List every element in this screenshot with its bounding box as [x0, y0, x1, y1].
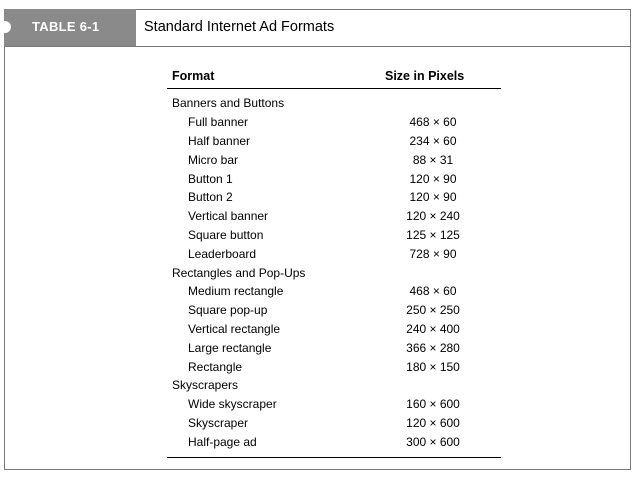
table-row — [167, 282, 501, 301]
table-number-tab — [4, 9, 136, 46]
table-title: Standard Internet Ad Formats — [144, 19, 335, 35]
column-header-format: Format — [167, 64, 385, 89]
format-cell: Square button — [188, 227, 264, 242]
table-row — [167, 338, 501, 357]
format-cell: Large rectangle — [188, 340, 272, 355]
size-cell: 300 × 600 — [385, 432, 501, 457]
size-cell: 240 × 400 — [406, 321, 460, 336]
group-row — [167, 263, 501, 282]
tab-notch-shape — [0, 21, 11, 33]
size-cell: 234 × 60 — [409, 133, 457, 148]
table-row — [167, 414, 501, 433]
size-cell: 366 × 280 — [406, 340, 460, 355]
group-label-skyscrapers: Skyscrapers — [172, 378, 239, 393]
size-cell: 120 × 240 — [406, 209, 460, 224]
format-cell: Full banner — [188, 115, 249, 130]
table-row — [167, 113, 501, 132]
column-header-size: Size in Pixels — [385, 64, 501, 89]
format-cell: Leaderboard — [188, 246, 257, 261]
group-label-banners-and-buttons: Banners and Buttons — [172, 96, 285, 111]
table-row — [167, 169, 501, 188]
size-cell: 468 × 60 — [409, 115, 457, 130]
size-cell: 160 × 600 — [406, 397, 460, 412]
format-cell: Half-page ad — [167, 432, 385, 457]
format-cell: Micro bar — [188, 152, 239, 167]
table-row — [167, 320, 501, 339]
table-frame — [4, 9, 631, 470]
size-cell: 180 × 150 — [406, 359, 460, 374]
size-cell: 468 × 60 — [409, 284, 457, 299]
format-cell: Square pop-up — [188, 303, 268, 318]
table-row — [167, 226, 501, 245]
group-label-rectangles-and-pop-ups: Rectangles and Pop-Ups — [172, 265, 306, 280]
size-cell: 728 × 90 — [409, 246, 457, 261]
table-header-row — [167, 64, 501, 89]
table-row — [167, 357, 501, 376]
format-cell: Button 1 — [188, 171, 233, 186]
ad-formats-table — [167, 64, 501, 458]
group-row — [167, 89, 501, 113]
table-header-bar — [5, 10, 630, 47]
format-cell: Rectangle — [188, 359, 243, 374]
format-cell: Medium rectangle — [188, 284, 284, 299]
format-cell: Skyscraper — [188, 415, 249, 430]
size-cell: 250 × 250 — [406, 303, 460, 318]
format-cell: Vertical banner — [188, 209, 269, 224]
format-cell: Half banner — [188, 133, 251, 148]
table-row — [167, 301, 501, 320]
format-cell: Button 2 — [188, 190, 233, 205]
size-cell: 125 × 125 — [406, 227, 460, 242]
table-row — [167, 150, 501, 169]
table-row — [167, 132, 501, 151]
table-row — [167, 395, 501, 414]
size-cell: 88 × 31 — [412, 152, 454, 167]
table-row — [167, 244, 501, 263]
table-number: TABLE 6-1 — [32, 19, 100, 34]
format-cell: Wide skyscraper — [188, 397, 277, 412]
size-cell: 120 × 90 — [409, 190, 457, 205]
group-row — [167, 376, 501, 395]
format-cell: Vertical rectangle — [188, 321, 281, 336]
size-cell: 120 × 90 — [409, 171, 457, 186]
table-row — [167, 207, 501, 226]
table-row — [167, 432, 501, 457]
size-cell: 120 × 600 — [406, 415, 460, 430]
table-row — [167, 188, 501, 207]
